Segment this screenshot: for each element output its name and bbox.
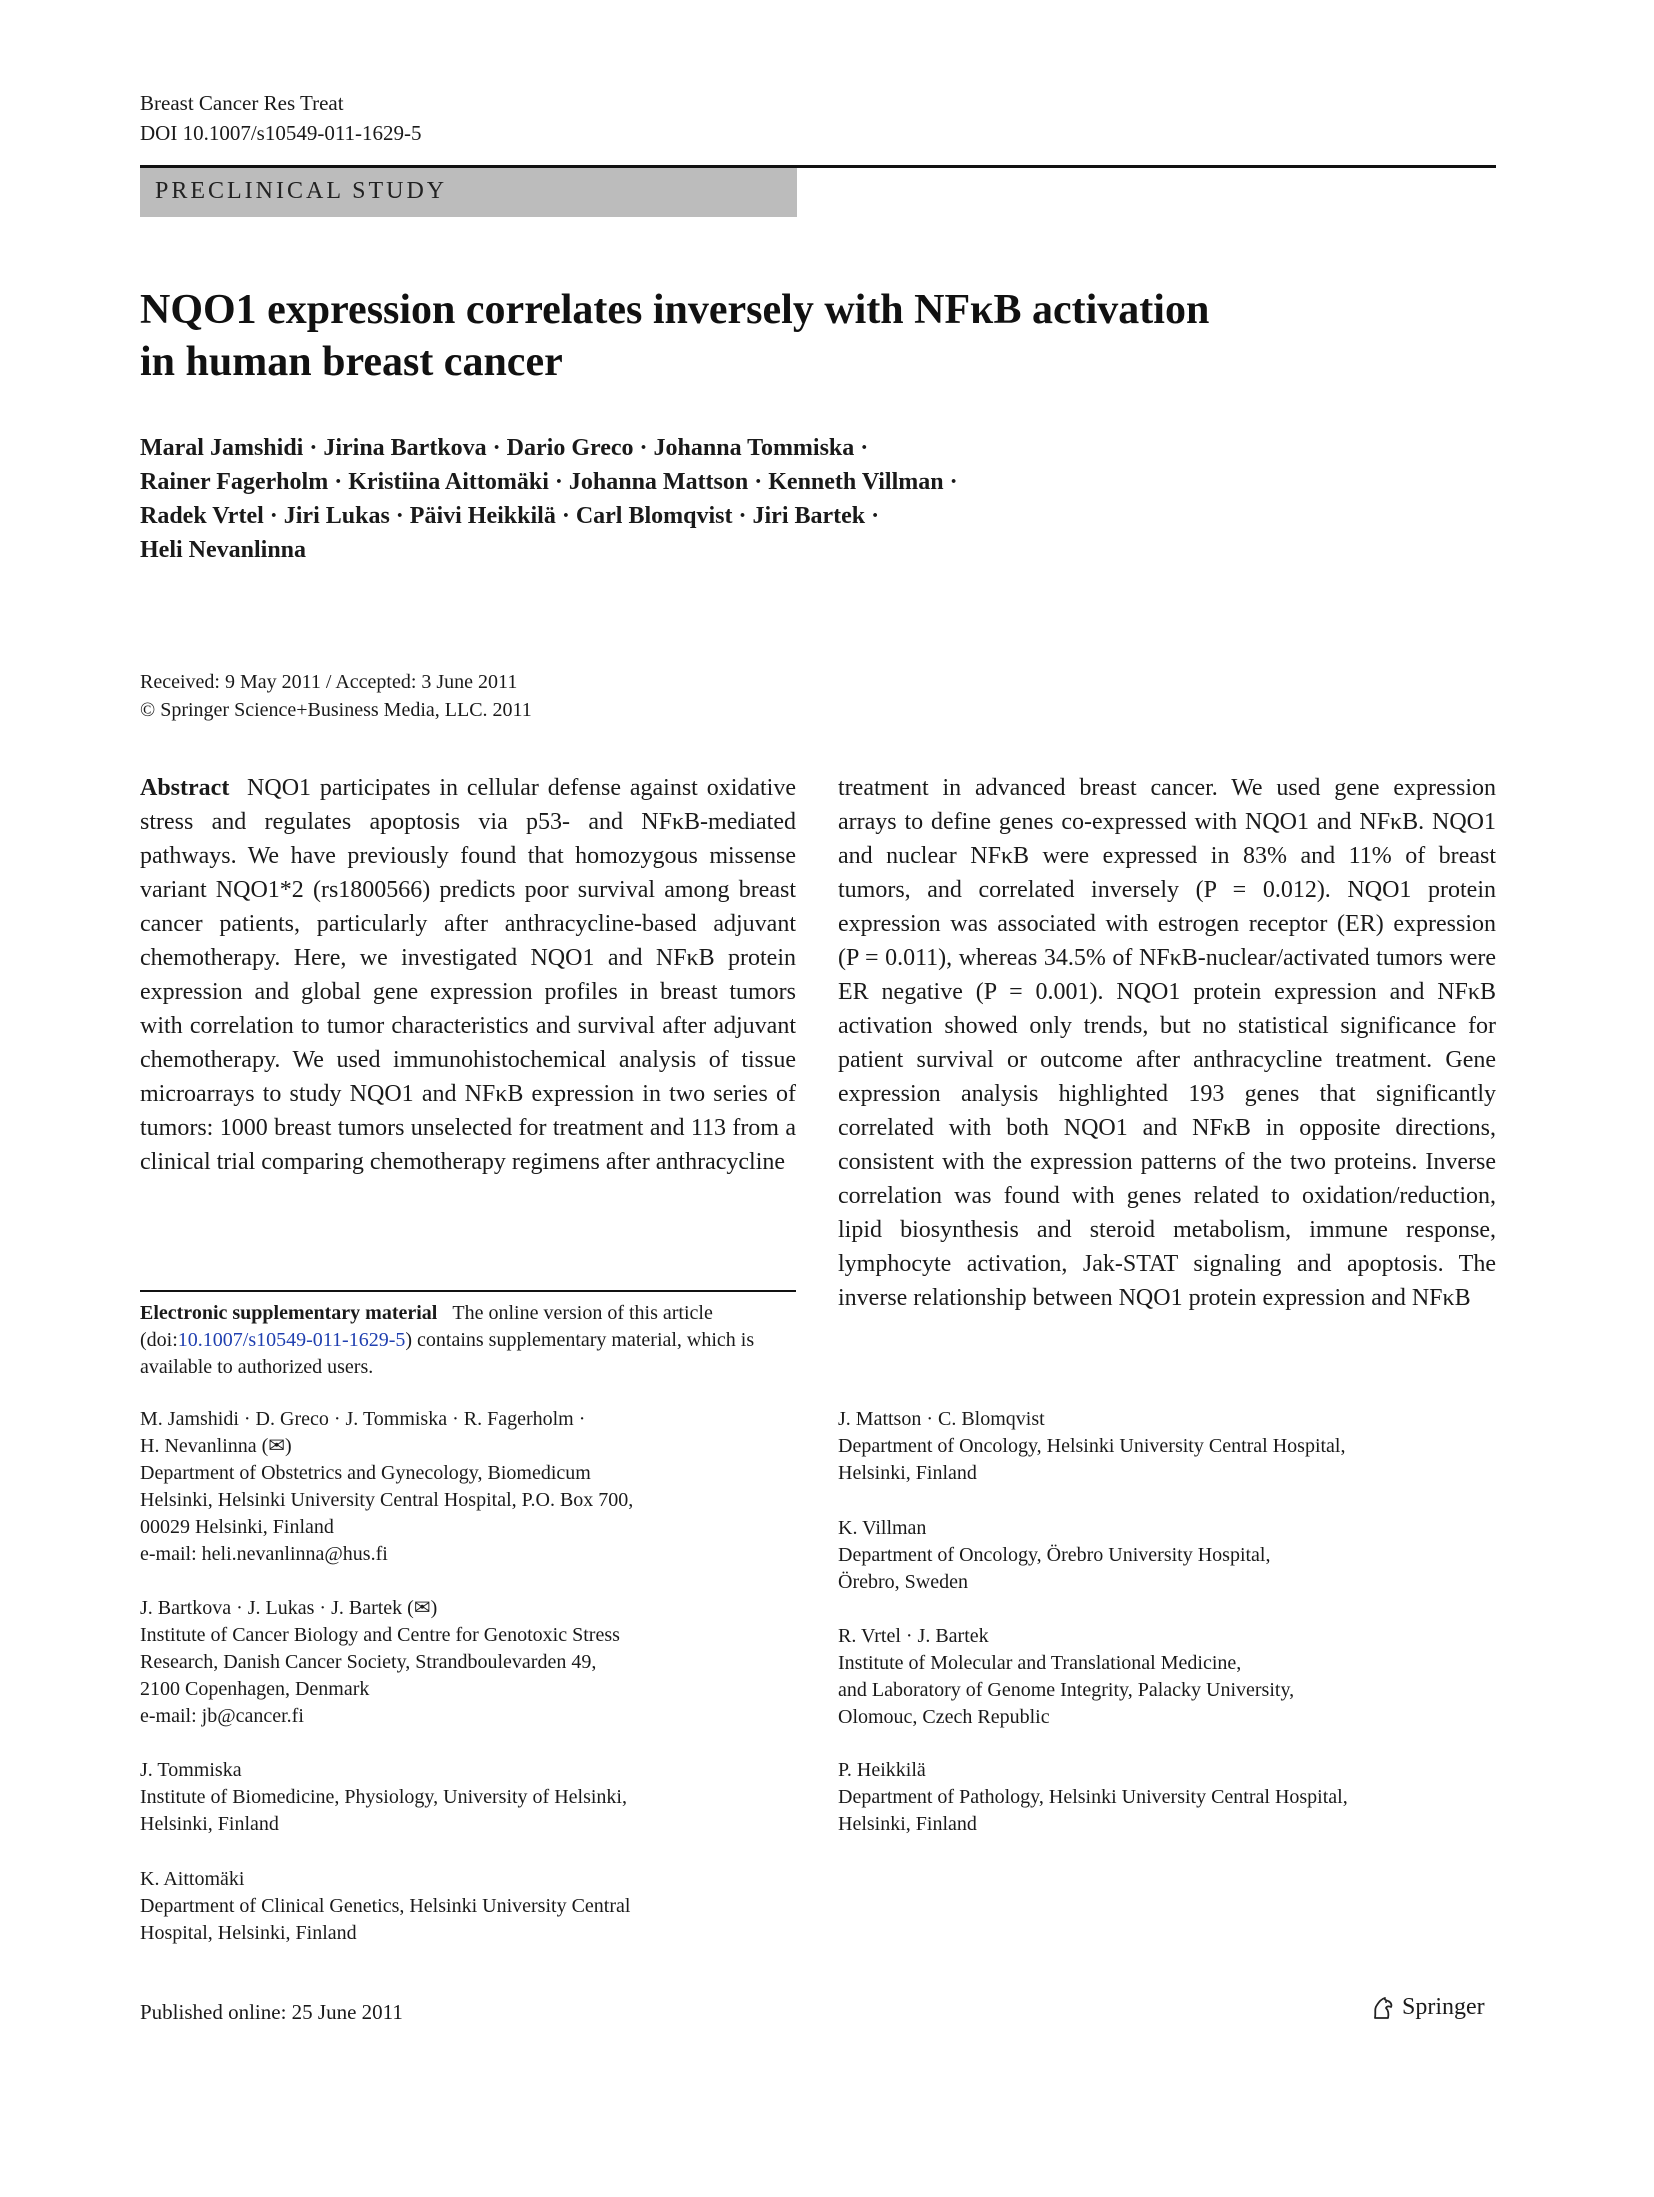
article-title: [140, 284, 1440, 388]
section-label: PRECLINICAL STUDY: [155, 178, 448, 204]
doi: DOI 10.1007/s10549-011-1629-5: [140, 121, 422, 145]
author-line: Radek Vrtel · Jiri Lukas · Päivi Heikkilä · Carl Blomqvist · Jiri Bartek ·: [140, 503, 880, 529]
publisher-logo: [1370, 1994, 1485, 2021]
affiliation-line: Institute of Biomedicine, Physiology, University of Helsinki,: [140, 1786, 627, 1808]
affiliation-line: 00029 Helsinki, Finland: [140, 1516, 334, 1538]
affiliation-line: Olomouc, Czech Republic: [838, 1706, 1050, 1728]
affiliation-line: Helsinki, Finland: [140, 1813, 279, 1835]
abstract-text-right: treatment in advanced breast cancer. We used gene expression arrays to define genes co-expressed with NQO1 and NFκB. NQO1 and nuclear NFκB were expressed in 83% and 11% of breast tumors, and correlated inversely (P = 0.012). NQO1 protein expression was associated with estrogen receptor (ER) expression (P = 0.011), whereas 34.5% of NFκB-nuclear/activated tumors were ER negative (P = 0.001). NQO1 protein expression and NFκB activation showed only trends, but no statistical significance for patient survival or outcome after anthracycline treatment. Gene expression analysis highlighted 193 genes that significantly correlated with both NQO1 and NFκB in opposite directions, consistent with the expression patterns of the two proteins. Inverse correlation was found with genes related to oxidation/reduction, lipid biosynthesis and steroid metabolism, immune response, lymphocyte activation, Jak-STAT signaling and apoptosis. The inverse relationship between NQO1 protein expression and NFκB: [838, 775, 1496, 1311]
affiliation-line: Helsinki, Finland: [838, 1462, 977, 1484]
abstract-left-column: [140, 771, 796, 1179]
affiliation-block: [140, 1757, 800, 1838]
affiliation-names: J. Mattson · C. Blomqvist: [838, 1408, 1045, 1430]
affiliation-line: Department of Clinical Genetics, Helsinki University Central: [140, 1895, 631, 1917]
article-dates: [140, 668, 532, 724]
affiliation-line: Research, Danish Cancer Society, Strandboulevarden 49,: [140, 1651, 597, 1673]
affiliation-line: Department of Oncology, Helsinki University Central Hospital,: [838, 1435, 1346, 1457]
affiliation-block: [838, 1757, 1498, 1838]
affiliation-line: Department of Pathology, Helsinki University Central Hospital,: [838, 1786, 1348, 1808]
affiliation-line: 2100 Copenhagen, Denmark: [140, 1678, 370, 1700]
abstract-text-left: NQO1 participates in cellular defense against oxidative stress and regulates apoptosis via p53- and NFκB-mediated pathways. We have previously found that homozygous missense variant NQO1*2 (rs1800566) predicts poor survival among breast cancer patients, particularly after anthracycline-based adjuvant chemotherapy. Here, we investigated NQO1 and NFκB protein expression and global gene expression profiles in breast tumors with correlation to tumor characteristics and survival after adjuvant chemotherapy. We used immunohistochemical analysis of tissue microarrays to study NQO1 and NFκB expression in two series of tumors: 1000 breast tumors unselected for treatment and 113 from a clinical trial comparing chemotherapy regimens after anthracycline: [140, 775, 796, 1175]
footnote-rule: [140, 1290, 796, 1292]
email[interactable]: e-mail: jb@cancer.fi: [140, 1705, 304, 1727]
affiliation-block: [140, 1866, 800, 1947]
affiliation-names: K. Aittomäki: [140, 1868, 245, 1890]
publisher-name: Springer: [1402, 1994, 1485, 2020]
published-online: Published online: 25 June 2011: [140, 2000, 403, 2024]
affiliation-names: M. Jamshidi · D. Greco · J. Tommiska · R. Fagerholm ·: [140, 1408, 586, 1430]
copyright: © Springer Science+Business Media, LLC. 2011: [140, 699, 532, 721]
affiliation-line: H. Nevanlinna (✉): [140, 1435, 292, 1457]
journal-name: Breast Cancer Res Treat: [140, 91, 344, 115]
affiliation-line: Helsinki, Helsinki University Central Hospital, P.O. Box 700,: [140, 1489, 634, 1511]
journal-header: [140, 88, 422, 148]
supplementary-note: [140, 1300, 796, 1381]
title-line-1: NQO1 expression correlates inversely with NFκB activation: [140, 287, 1210, 333]
affiliation-line: Institute of Cancer Biology and Centre for Genotoxic Stress: [140, 1624, 620, 1646]
affiliation-line: Department of Oncology, Örebro University Hospital,: [838, 1544, 1271, 1566]
section-banner: [140, 168, 797, 217]
supplementary-label: Electronic supplementary material: [140, 1302, 438, 1324]
affiliation-names: J. Bartkova · J. Lukas · J. Bartek (✉): [140, 1597, 438, 1619]
affiliation-names: K. Villman: [838, 1517, 927, 1539]
affiliation-block: [838, 1623, 1498, 1731]
title-line-2: in human breast cancer: [140, 339, 563, 385]
author-line: Heli Nevanlinna: [140, 537, 307, 563]
affiliation-line: Helsinki, Finland: [838, 1813, 977, 1835]
affiliation-names: P. Heikkilä: [838, 1759, 926, 1781]
springer-horse-logo-icon: [1370, 1995, 1396, 2021]
abstract-label: Abstract: [140, 775, 230, 801]
affiliation-block: [140, 1406, 800, 1568]
affiliation-names: J. Tommiska: [140, 1759, 242, 1781]
author-list: [140, 431, 1140, 567]
supplementary-text-before: The online version of this article (doi:: [140, 1302, 713, 1351]
affiliation-line: Hospital, Helsinki, Finland: [140, 1922, 357, 1944]
affiliation-names: R. Vrtel · J. Bartek: [838, 1625, 989, 1647]
author-line: Maral Jamshidi · Jirina Bartkova · Dario Greco · Johanna Tommiska ·: [140, 435, 869, 461]
doi-link[interactable]: 10.1007/s10549-011-1629-5: [177, 1329, 406, 1351]
affiliation-line: Örebro, Sweden: [838, 1571, 968, 1593]
affiliation-line: Institute of Molecular and Translational Medicine,: [838, 1652, 1242, 1674]
affiliation-block: [140, 1595, 800, 1730]
supplementary-text-after: ) contains supplementary material, which is available to authorized users.: [140, 1329, 755, 1378]
abstract-right-column: [838, 771, 1496, 1315]
received-accepted: Received: 9 May 2011 / Accepted: 3 June 2011: [140, 671, 518, 693]
affiliation-line: Department of Obstetrics and Gynecology, Biomedicum: [140, 1462, 591, 1484]
affiliation-block: [838, 1406, 1498, 1487]
affiliation-line: and Laboratory of Genome Integrity, Palacky University,: [838, 1679, 1295, 1701]
affiliation-block: [838, 1515, 1498, 1596]
email[interactable]: e-mail: heli.nevanlinna@hus.fi: [140, 1543, 388, 1565]
author-line: Rainer Fagerholm · Kristiina Aittomäki · Johanna Mattson · Kenneth Villman ·: [140, 469, 958, 495]
